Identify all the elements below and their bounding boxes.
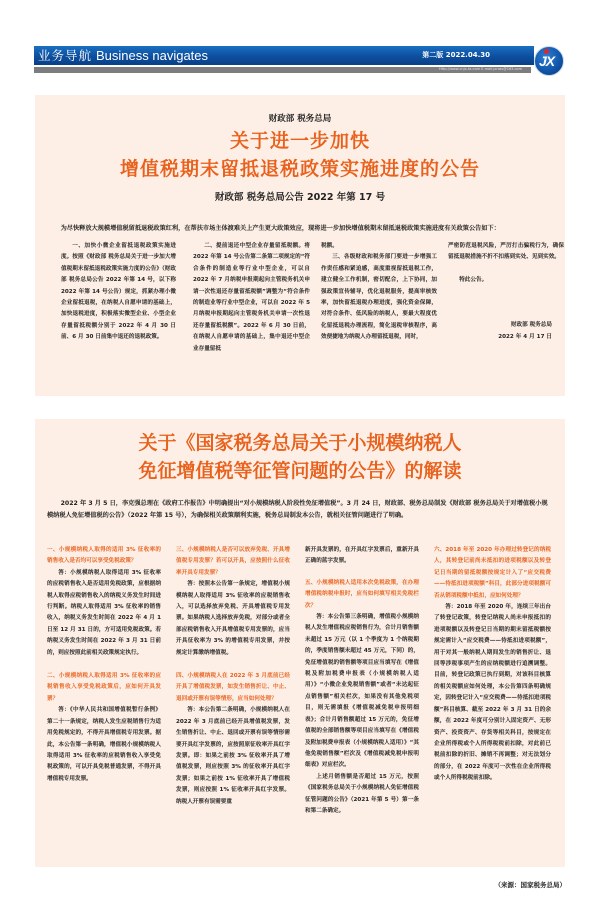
question-3: 三、小规模纳税人是否可以放弃免税、开具增值税专用发票？若可以开具，应按照什么征收率开具专用发票？: [176, 547, 290, 576]
article2-column-3: [305, 545, 419, 817]
article1-title-line2: 增值税期末留抵退税政策实施进度的公告: [119, 158, 480, 180]
masthead-bar: [34, 46, 534, 65]
jx-logo-icon: [534, 46, 564, 76]
question-2: 二、小规模纳税人取得适用 3% 征收率的应税销售收入享受免税政策后，应如何开具发票？: [47, 673, 161, 702]
article-announcement: [35, 95, 565, 396]
section-title-cn: 业务导航: [38, 48, 93, 63]
article1-issuer: 财政部 税务总局: [268, 114, 332, 124]
logo-text: JX: [539, 53, 555, 69]
article1-clause-2-end: 税额。: [321, 243, 338, 249]
answer-5-note: 上述月销售额是否超过 15 万元，按照《国家税务总局关于小规模纳税人免征增值税征管问题的公告》（2021 年第 5 号）第一条和第二条确定。: [305, 773, 419, 814]
article1-column-1: [61, 241, 176, 344]
answer-5: 答：本公告第三条明确，增值税小规模纳税人发生增值税应税销售行为，合计月销售额未超过 15 万元（以 1 个季度为 1 个纳税期的，季度销售额未超过 45 万元，下同）的，免征增值税的销售额等项目应当填写在《增值税及附加税费申报表（小规模纳税人适用）》“小微企业免税销售额”或者“未达起征点销售额”相关栏次，如果没有其他免税项目，则无需填报《增值税减免税申报明细表》；合计月销售额超过 15 万元的，免征增值税的全部销售额等项目应当填写在《增值税及附加税费申报表（小规模纳税人适用）》“其他免税销售额”栏次及《增值税减免税申报明细表》对应栏次。: [305, 614, 419, 769]
question-1: 一、小规模纳税人取得的适用 3% 征收率的销售收入是否均可以享受免税政策？: [47, 547, 161, 565]
answer-3: 答：按照本公告第一条规定，增值税小规模纳税人取得适用 3% 征收率的应税销售收入，可以选择放弃免税、开具增值税专用发票。如果纳税人选择放弃免税，对部分或者全部应税销售收入开具增值税专用发票的，应当开具征收率为 3% 的增值税专用发票，并按规定计算缴纳增值税。: [176, 581, 290, 656]
article1-sign-org: 财政部 税务总局: [510, 322, 552, 329]
article1-sign-date: 2022 年 4 月 17 日: [498, 333, 552, 340]
article1-clause-1: 一、加快小微企业留抵退税政策实施进度。按照《财政部 税务总局关于进一步加大增值税期末留抵退税政策实施力度的公告》（财政部 税务总局公告 2022 年第 14 号，以下称 2022 年第 14 号公告）规定，抓紧办理小微企业留抵退税，在纳税人自愿申请的基础上，加快退税进度，积极落实微型企业、小型企业存量留抵税额分别于 2022 年 4 月 30 日前、6 月 30 日前集中退还的退税政策。: [61, 243, 176, 341]
article2-intro: 2022 年 3 月 5 日，李克强总理在《政府工作报告》中明确提出“对小规模纳税人阶段性免征增值税”。3 月 24 日，财政部、税务总局制发《财政部 税务总局关于对增值税小规模纳税人免征增值税的公告》（2022 年第 15 号），为确保相关政策顺利实施，税务总局制发本公告，就相关征管问题进行了明确。: [47, 500, 548, 519]
article2-title-line2: 免征增值税等征管问题的公告》的解读: [138, 460, 462, 482]
article1-clause-2: 二、提前退还中型企业存量留抵税额。将 2022 年第 14 号公告第二条第二项规定的“符合条件的制造业等行业中型企业，可以自 2022 年 7 月纳税申报期起向主管税务机关申请一次性退还存量留抵税额”调整为“符合条件的制造业等行业中型企业，可以自 2022 年 5 月纳税申报期起向主管税务机关申请一次性退还存量留抵税额”。2022 年 6 月 30 日前，在纳税人自愿申请的基础上，集中退还中型企业存量留抵: [193, 243, 310, 352]
article1-doc-number: 财政部 税务总局公告 2022 年第 17 号: [214, 192, 386, 203]
source-credit: （来源：国家税务总局）: [494, 881, 566, 889]
section-title-en: Business navigates: [96, 48, 209, 63]
article2-column-2: [176, 545, 290, 808]
masthead: [34, 46, 564, 78]
article1-clause-3: 三、各级财政和税务部门要进一步增强工作责任感和紧迫感，高度重视留抵退税工作，建立健全工作机制，密切配合，上下协同，加强政策宣传辅导，优化退税服务，提高审核效率，加快留抵退税办理进度，强化资金保障，对符合条件、低风险的纳税人，要最大程度优化留抵退税办理流程，简化退税审核程序，高效便捷地为纳税人办理留抵退税，同时，: [321, 254, 437, 341]
answer-1: 答：小规模纳税人取得适用 3% 征收率的应税销售收入是否适用免税政策，应根据纳税人取得应税销售收入的纳税义务发生时间进行判断。纳税人取得适用 3% 征收率的销售收入，纳税义务发生时间在 2022 年 4 月 1 日至 12 月 31 日的，方可适用免税政策。若纳税义务发生时间在 2022 年 3 月 31 日前的，则应按照此前相关政策规定执行。: [47, 569, 161, 656]
article2-column-4: [434, 545, 551, 785]
answer-6: 答：2018 年至 2020 年，连续三年出台了转登记政策，转登记纳税人尚未申报抵扣的进项税额以及转登记日当期的期末留抵税额按规定需计入“应交税费——待抵扣进项税额”，用于对其一般纳税人期间发生的销售折让、退回等涉税事项产生的应纳税额进行追溯调整。目前，转登记政策已执行到期，对该科目核算的相关税额应如何处理，本公告第四条明确规定，因转登记计入“应交税费——待抵扣进项税额”科目核算、截至 2022 年 3 月 31 日的余额，在 2022 年度可分别计入固定资产、无形资产、投资资产、存货等相关科目，按规定在企业所得税或个人所得税税前扣除，对此前已税前扣除的折旧、摊销不再调整；对无法划分的部分，在 2022 年度可一次性在企业所得税或个人所得税税前扣除。: [434, 604, 551, 782]
article2-column-1: [47, 545, 161, 785]
article2-title-line1: 关于《国家税务总局关于小规模纳税人: [138, 432, 462, 454]
question-4: 四、小规模纳税人在 2022 年 3 月底前已经开具了增值税发票，如发生销售折让、中止、退回或开票有误等情形，应当如何处理？: [176, 673, 290, 702]
article1-title-line1: 关于进一步加快: [229, 130, 370, 152]
answer-4-continued: 新开具发票的，在开具红字发票后，重新开具正确的蓝字发票。: [305, 547, 419, 565]
article1-clause-3-end: 严密防范退税风险，严厉打击骗税行为，确保留抵退税措施不折不扣落到实处、见到实效。: [448, 243, 564, 261]
article1-column-3: [321, 241, 437, 344]
contact-url: Http://www.cnjx-ta.com E-mail:jxnws@163.com: [438, 67, 522, 71]
answer-4: 答：本公告第二条明确，小规模纳税人在 2022 年 3 月底前已经开具增值税发票，发生销售折让、中止、退回或开票有误等情形需要开具红字发票的，应按照原征收率开具红字发票。即：如果之前按 3% 征收率开具了增值税发票，则应按照 3% 的征收率开具红字发票；如果之前按 1% 征收率开具了增值税发票，则应按照 1% 征收率开具红字发票。纳税人开票有误需要重: [176, 707, 290, 805]
article1-intro: 为尽快释放大规模增值税留抵退税政策红利，在帮扶市场主体渡难关上产生更大政策效应，现将进一步加快增值税期末留抵退税政策实施进度有关政策公告如下：: [60, 225, 500, 232]
question-5: 五、小规模纳税人适用本次免税政策，在办理增值税纳税申报时，应当如何填写相关免税栏次？: [305, 579, 419, 609]
article1-column-2: [193, 241, 310, 355]
answer-2: 答：《中华人民共和国增值税暂行条例》第二十一条规定，纳税人发生应税销售行为适用免税规定的，不得开具增值税专用发票。据此，本公告第一条明确，增值税小规模纳税人取得适用 3% 征收率的应税销售收入享受免税政策的，可以开具免税普通发票，不得开具增值税专用发票。: [47, 707, 161, 782]
question-6: 六、2018 年至 2020 年办理过转登记的纳税人，其转登记前尚未抵扣的进项税额以及转登记日当期的留抵税额按规定计入了“应交税费——待抵扣进项税额”科目，此部分进项税额可否从销项税额中抵扣，应如何处理？: [434, 547, 551, 599]
article1-column-4: [448, 241, 564, 343]
edition-date: 第二版 2022.04.30: [422, 51, 490, 59]
article-interpretation: [35, 419, 565, 867]
article1-closing: 特此公告。: [459, 276, 488, 283]
